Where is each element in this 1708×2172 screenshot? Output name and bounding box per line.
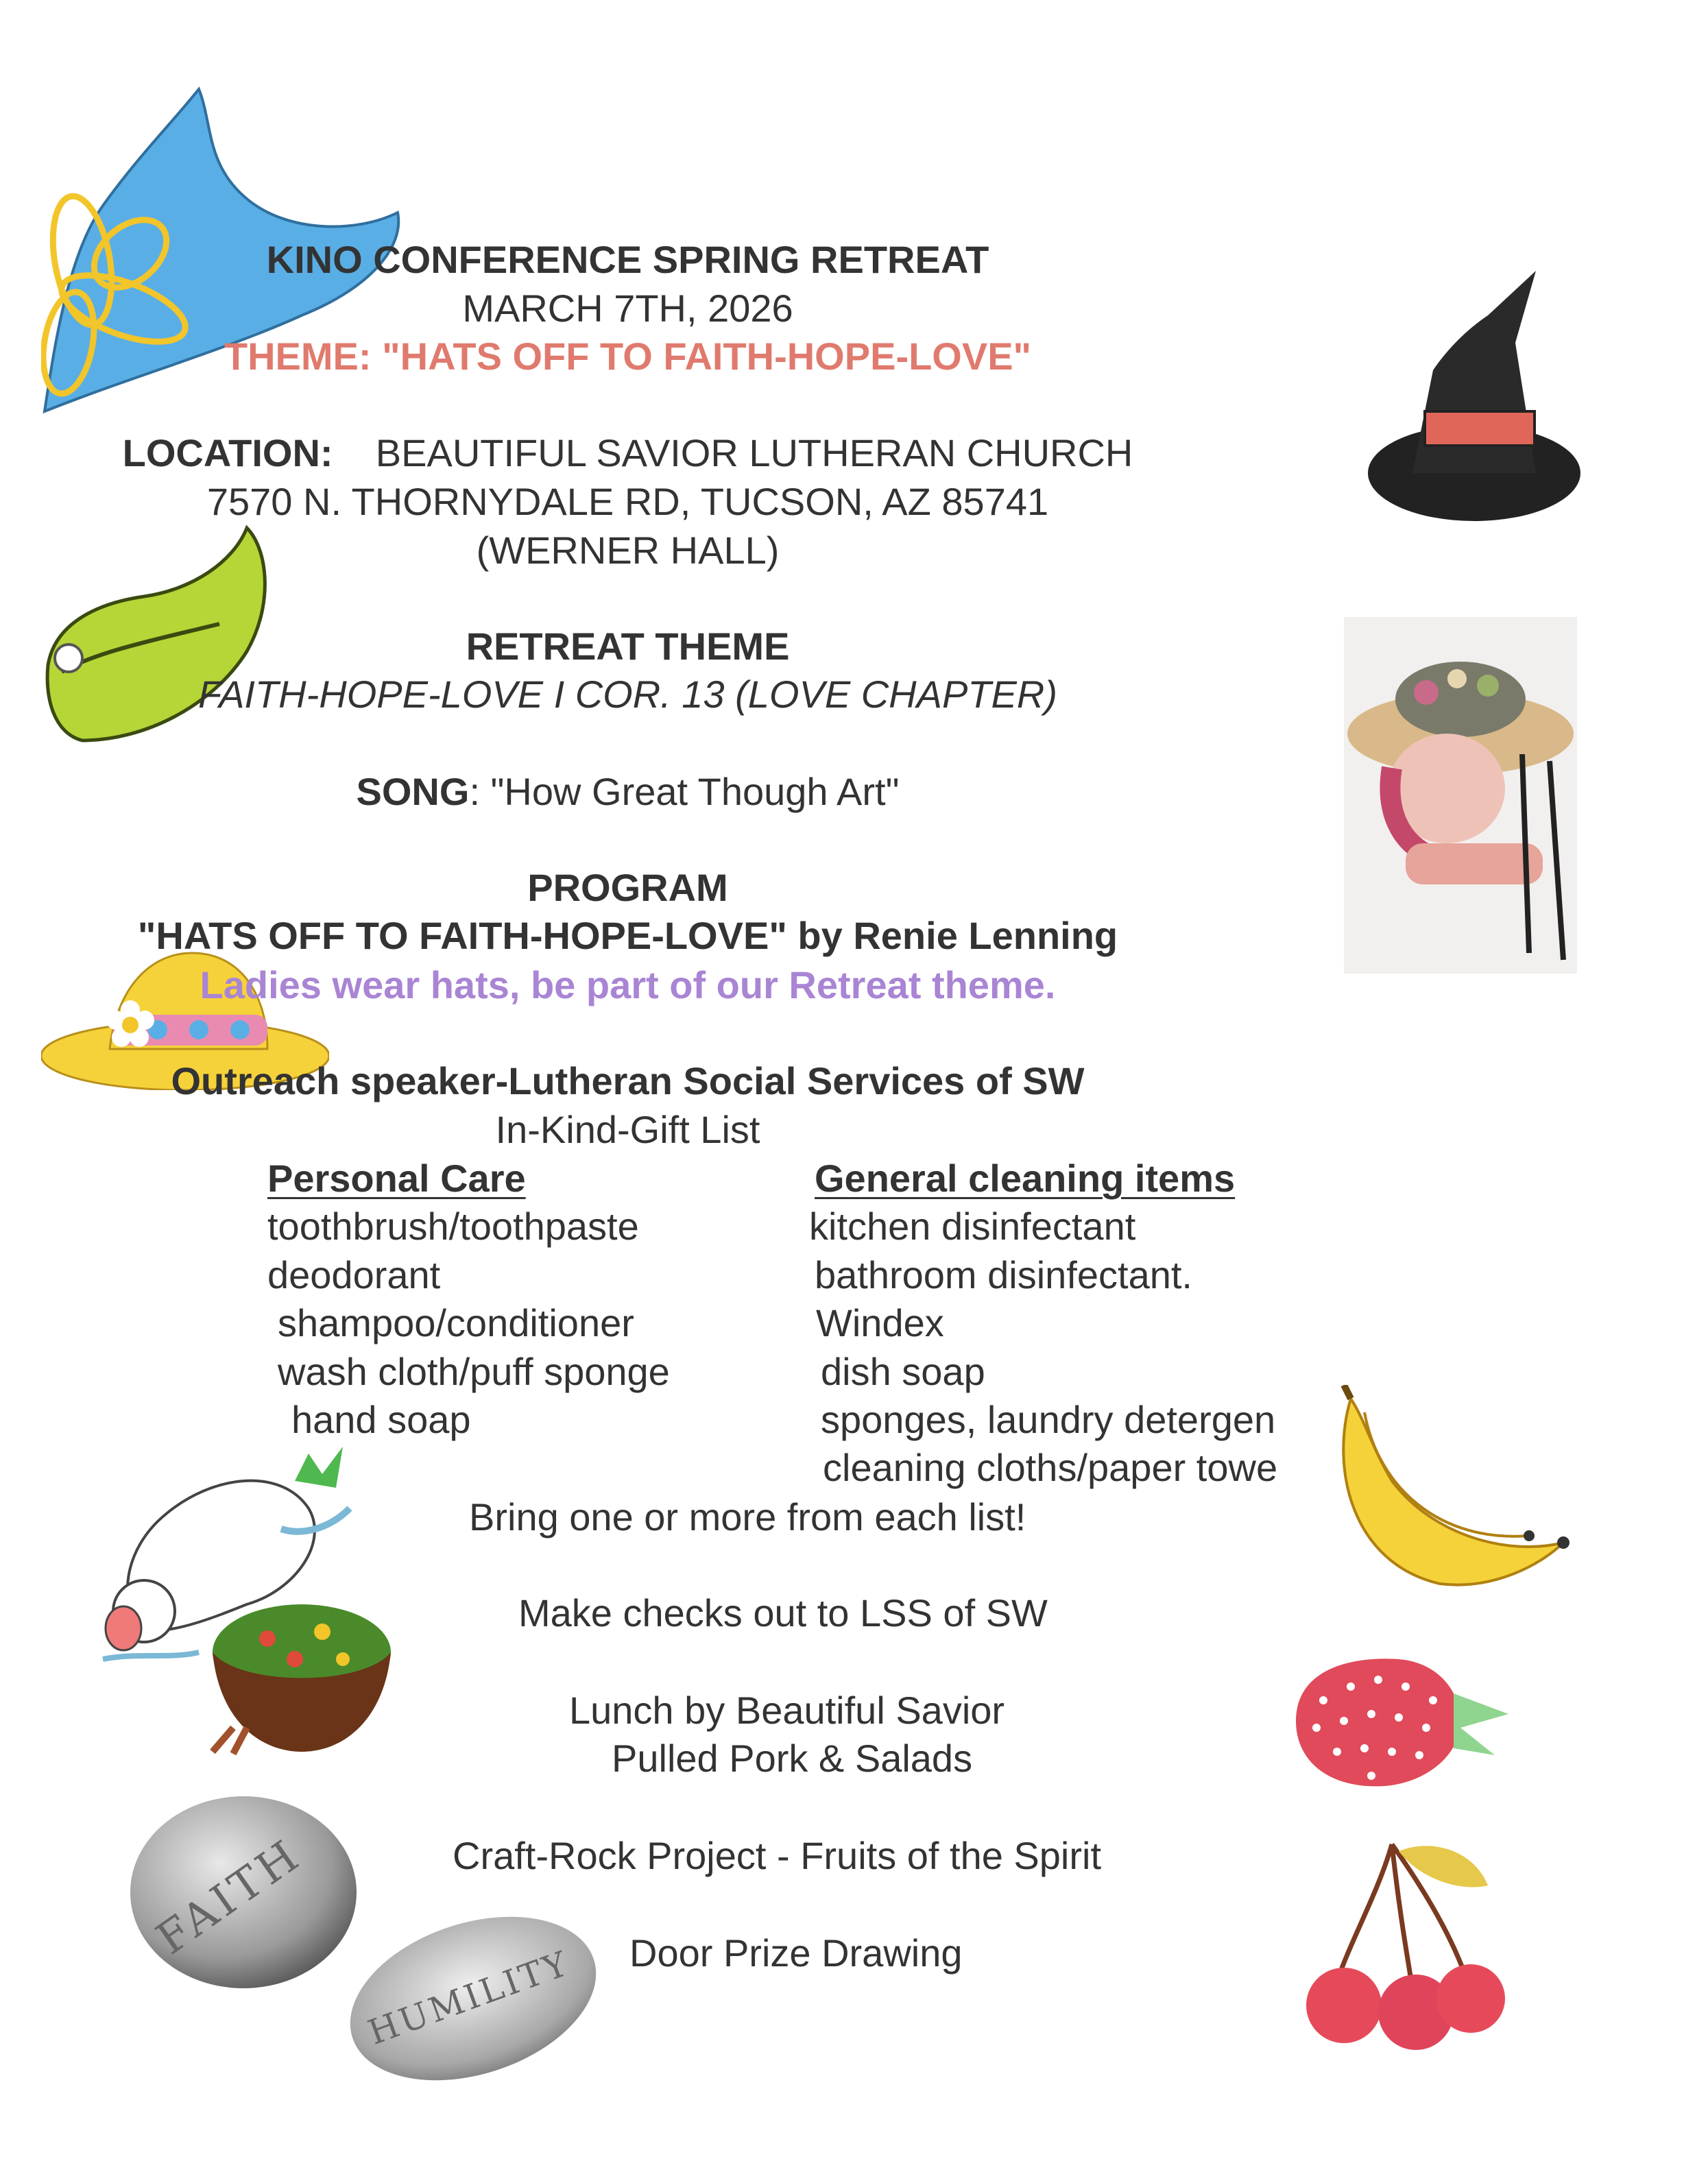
checks-note: Make checks out to LSS of SW bbox=[518, 1591, 1048, 1634]
lunch-line-2: Pulled Pork & Salads bbox=[612, 1737, 973, 1780]
cleaning-item: kitchen disinfectant bbox=[809, 1205, 1136, 1248]
cleaning-item: sponges, laundry detergen bbox=[821, 1398, 1276, 1441]
faith-rock-text: FAITH bbox=[147, 1829, 311, 1965]
program-title: "HATS OFF TO FAITH-HOPE-LOVE" by Renie Lenning bbox=[137, 914, 1118, 957]
outreach-speaker: Outreach speaker-Lutheran Social Services of SW bbox=[171, 1059, 1085, 1102]
gift-list-title: In-Kind-Gift List bbox=[495, 1108, 760, 1151]
cleaning-item: Windex bbox=[816, 1301, 944, 1344]
personal-care-item: toothbrush/toothpaste bbox=[267, 1205, 639, 1248]
personal-care-item: wash cloth/puff sponge bbox=[278, 1350, 670, 1393]
cleaning-item: dish soap bbox=[821, 1350, 985, 1393]
location-line bbox=[0, 429, 1482, 477]
location-label: LOCATION: bbox=[122, 431, 333, 474]
personal-care-header: Personal Care bbox=[267, 1157, 526, 1200]
humility-rock-text: HUMILITY bbox=[363, 1943, 575, 2053]
door-prize: Door Prize Drawing bbox=[629, 1931, 963, 1975]
song-label: SONG bbox=[356, 770, 470, 813]
bananas-image bbox=[1303, 1385, 1577, 1604]
retreat-theme-text: FAITH-HOPE-LOVE I COR. 13 (LOVE CHAPTER) bbox=[198, 673, 1057, 716]
faith-rock-image bbox=[127, 1789, 360, 1995]
cherries-image bbox=[1296, 1837, 1515, 2050]
personal-care-item: deodorant bbox=[267, 1253, 441, 1296]
program-note: Ladies wear hats, be part of our Retreat theme. bbox=[200, 963, 1056, 1006]
location-hall: (WERNER HALL) bbox=[476, 529, 780, 572]
gift-instruction: Bring one or more from each list! bbox=[469, 1495, 1026, 1538]
event-title: KINO CONFERENCE SPRING RETREAT bbox=[266, 238, 989, 281]
craft-project: Craft-Rock Project - Fruits of the Spirit bbox=[453, 1834, 1102, 1877]
salad-bowl-image bbox=[206, 1591, 398, 1755]
event-date: MARCH 7TH, 2026 bbox=[462, 287, 793, 330]
program-heading: PROGRAM bbox=[527, 866, 728, 909]
song-line bbox=[0, 768, 1482, 816]
personal-care-item: hand soap bbox=[291, 1398, 471, 1441]
location-name: BEAUTIFUL SAVIOR LUTHERAN CHURCH bbox=[375, 431, 1133, 474]
cleaning-item: cleaning cloths/paper towe bbox=[823, 1446, 1278, 1489]
cleaning-item: bathroom disinfectant. bbox=[815, 1253, 1192, 1296]
personal-care-item: shampoo/conditioner bbox=[278, 1301, 634, 1344]
cleaning-header: General cleaning items bbox=[815, 1157, 1236, 1200]
strawberry-image bbox=[1289, 1652, 1515, 1789]
retreat-theme-heading: RETREAT THEME bbox=[466, 625, 790, 668]
humility-rock-image bbox=[343, 1913, 603, 2084]
location-address: 7570 N. THORNYDALE RD, TUCSON, AZ 85741 bbox=[206, 480, 1049, 523]
song-title: : "How Great Though Art" bbox=[469, 770, 900, 813]
event-theme: THEME: "HATS OFF TO FAITH-HOPE-LOVE" bbox=[224, 335, 1032, 378]
lunch-line-1: Lunch by Beautiful Savior bbox=[569, 1689, 1005, 1732]
